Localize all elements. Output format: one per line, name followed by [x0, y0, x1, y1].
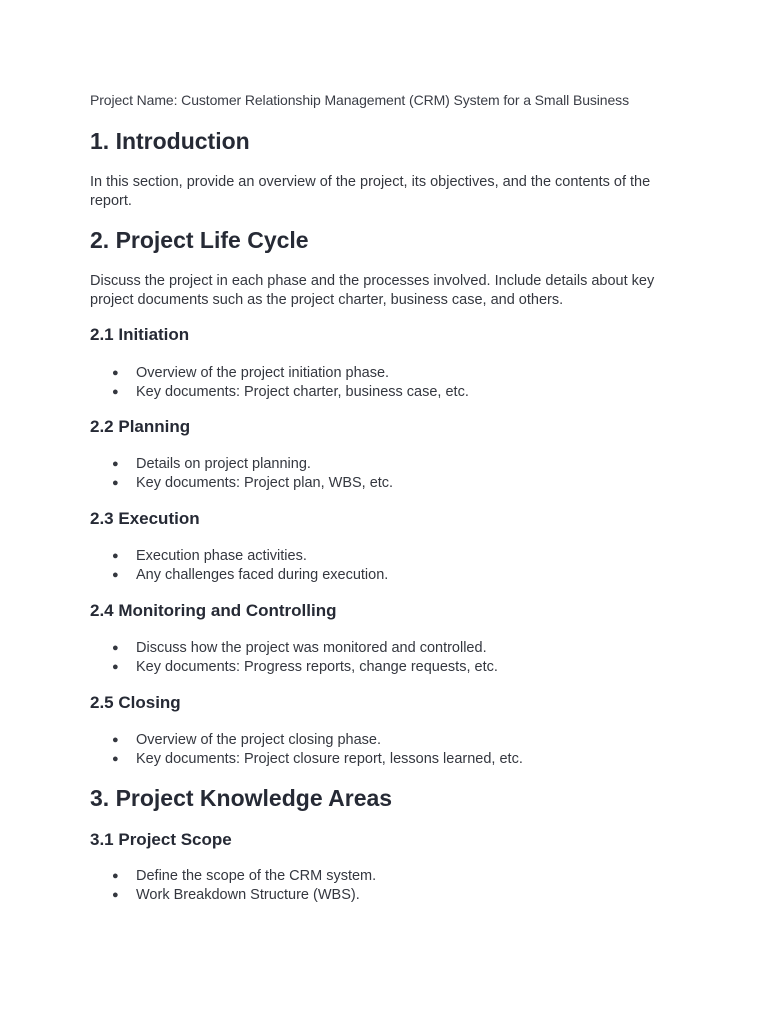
list-item: ● Overview of the project closing phase.	[112, 732, 382, 748]
list-item: ● Discuss how the project was monitored and controlled.	[112, 640, 487, 656]
list-item: ● Define the scope of the CRM system.	[112, 868, 377, 884]
heading-project-knowledge-areas: 3. Project Knowledge Areas	[90, 785, 393, 811]
bullet-icon: ●	[112, 642, 119, 654]
planning-list	[110, 455, 393, 492]
bullet-icon: ●	[112, 550, 119, 562]
initiation-list	[110, 364, 469, 401]
bullet-icon: ●	[112, 476, 119, 489]
heading-introduction: 1. Introduction	[90, 128, 250, 154]
list-item: ● Key documents: Project charter, business case, etc.	[112, 383, 469, 400]
heading-execution: 2.3 Execution	[90, 509, 200, 528]
list-item: ● Overview of the project initiation phase.	[112, 365, 390, 381]
heading-project-scope: 3.1 Project Scope	[90, 830, 232, 849]
list-item: ● Key documents: Project closure report, lessons learned, etc.	[112, 750, 523, 767]
heading-project-life-cycle: 2. Project Life Cycle	[90, 227, 309, 253]
list-item: ● Key documents: Progress reports, change requests, etc.	[112, 658, 498, 675]
bullet-icon: ●	[112, 870, 119, 882]
bullet-icon: ●	[112, 367, 119, 379]
list-item: ● Details on project planning.	[112, 456, 311, 472]
heading-planning: 2.2 Planning	[90, 417, 191, 436]
bullet-icon: ●	[112, 888, 119, 901]
bullet-icon: ●	[112, 734, 119, 746]
list-item: ● Key documents: Project plan, WBS, etc.	[112, 474, 394, 491]
bullet-icon: ●	[112, 458, 119, 470]
life-cycle-paragraph: Discuss the project in each phase and the processes involved. Include details about key project documents such as the project charter, business case, and others.	[90, 273, 655, 308]
project-name: Project Name: Customer Relationship Management (CRM) System for a Small Business	[90, 92, 629, 108]
bullet-icon: ●	[112, 385, 119, 398]
heading-monitoring-and-controlling: 2.4 Monitoring and Controlling	[90, 601, 337, 620]
heading-initiation: 2.1 Initiation	[90, 325, 190, 344]
execution-list	[110, 547, 388, 584]
introduction-paragraph: In this section, provide an overview of the project, its objectives, and the contents of the report.	[90, 174, 651, 209]
heading-closing: 2.5 Closing	[90, 693, 181, 712]
bullet-icon: ●	[112, 752, 119, 765]
scope-list	[110, 867, 376, 904]
list-item: ● Execution phase activities.	[112, 548, 307, 564]
list-item: ● Any challenges faced during execution.	[112, 566, 389, 583]
list-item: ● Work Breakdown Structure (WBS).	[112, 886, 360, 903]
monitoring-list	[110, 639, 498, 676]
closing-list	[110, 731, 523, 768]
bullet-icon: ●	[112, 660, 119, 673]
bullet-icon: ●	[112, 568, 119, 581]
